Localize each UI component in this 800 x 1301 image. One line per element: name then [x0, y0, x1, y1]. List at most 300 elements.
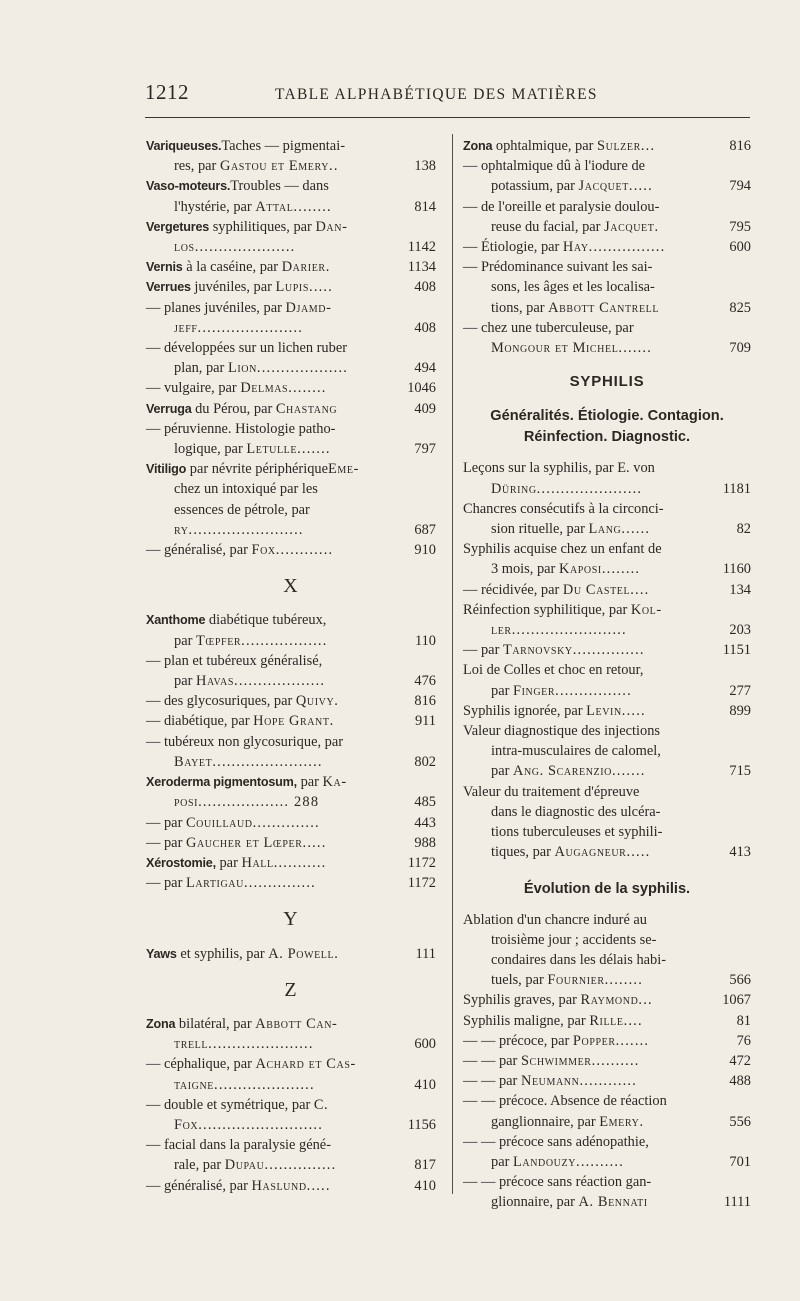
page-ref: 701: [729, 1153, 751, 1170]
entry-heading: Vergetures: [146, 219, 210, 234]
entry-author: Hall: [241, 854, 274, 871]
page-ref: 797: [414, 441, 436, 458]
entry-line: [463, 318, 751, 338]
entry-heading: Xérostomie,: [146, 855, 216, 870]
page-ref: 899: [729, 702, 751, 719]
entry-last-line: [463, 559, 751, 579]
entry-line: [146, 1014, 436, 1034]
index-entry: [146, 711, 436, 731]
generalites-entries: [463, 458, 751, 862]
entry-heading: Zona: [146, 1016, 176, 1031]
entry-last-line: [146, 197, 436, 217]
page-ref: 825: [729, 299, 751, 316]
entry-text: Ablation d'un chancre induré au: [463, 911, 648, 928]
index-entry: [146, 813, 436, 833]
entry-author: Tarnovsky: [502, 642, 573, 659]
leader-dots: ....: [623, 1012, 643, 1029]
entry-heading: Vaso-moteurs.: [146, 179, 231, 194]
entry-line: [463, 721, 751, 741]
entry-text: par: [215, 854, 242, 871]
entry-author: Ang. Scarenzio: [512, 763, 612, 780]
entry-line: [463, 600, 751, 620]
leader-dots: ...............: [243, 875, 316, 892]
leader-dots: ...: [638, 992, 653, 1009]
leader-dots: ......................: [208, 1036, 314, 1053]
leader-dots: .....................: [194, 239, 296, 256]
leader-dots: ........................: [188, 521, 304, 538]
page-ref: 816: [729, 138, 751, 154]
page-ref: 410: [414, 1076, 436, 1093]
index-entry: [463, 1011, 751, 1031]
leader-dots: ........: [293, 198, 332, 215]
entry-text: sion rituelle, par: [491, 521, 589, 538]
entry-author: Kaposi: [558, 561, 602, 578]
index-entry: [463, 910, 751, 991]
entry-last-line: [146, 1075, 436, 1095]
index-entry: [463, 237, 751, 257]
entry-author: Jacquet: [604, 218, 655, 235]
index-entry: [146, 651, 436, 691]
entry-text: Valeur du traitement d'épreuve: [463, 783, 640, 800]
leader-dots: .....: [309, 279, 334, 296]
entry-text: Syphilis maligne, par: [463, 1012, 590, 1029]
entry-continuation: condaires dans les délais habi-: [491, 951, 667, 968]
index-entry: [463, 600, 751, 640]
index-entry: [463, 1051, 751, 1071]
index-entry: [463, 1132, 751, 1172]
entry-last-line: [146, 792, 436, 812]
entry-author: trell: [174, 1036, 209, 1053]
entry-continuation: tions tuberculeuses et syphili-: [491, 824, 663, 841]
leader-dots: .....: [621, 702, 646, 719]
entry-last-line: [146, 1115, 436, 1135]
entry-author: Abbott Cantrell: [548, 299, 660, 316]
entry-text: — — par: [463, 1073, 521, 1090]
entry-line: [463, 458, 751, 478]
entry-text: — — précoce, par: [463, 1032, 573, 1049]
index-entry: [146, 833, 436, 853]
page-ref: 410: [414, 1177, 436, 1194]
page-ref: 277: [729, 682, 751, 699]
entry-author: Hope Grant: [253, 713, 330, 730]
entry-line: [463, 1172, 751, 1192]
entry-author: Bayet: [174, 753, 213, 770]
entry-text: — céphalique, par: [146, 1056, 256, 1073]
entry-last-line: [146, 237, 436, 257]
leader-dots: ...............: [264, 1157, 337, 1174]
entry-line: [146, 419, 436, 439]
index-entry: [146, 540, 436, 560]
entry-text: — vulgaire, par: [146, 380, 241, 397]
entry-text: — par: [463, 642, 503, 659]
entry-author: Düring: [491, 480, 537, 497]
leader-dots: ........................: [511, 622, 627, 639]
entry-heading: Verrues: [146, 280, 191, 295]
index-entry: [146, 944, 436, 964]
entry-text: par: [174, 673, 196, 690]
page-ref: 910: [414, 542, 436, 559]
page-ref: 556: [729, 1113, 751, 1130]
entry-text: — plan et tubéreux généralisé,: [146, 652, 323, 669]
index-entry: [146, 257, 436, 277]
entry-author: los: [174, 239, 195, 256]
entry-text: Troubles — dans: [230, 178, 329, 195]
leader-dots: .......: [297, 441, 331, 458]
leader-dots: ..........................: [198, 1116, 323, 1133]
entry-author: Popper: [572, 1032, 616, 1049]
page-ref: 1156: [407, 1116, 436, 1133]
entry-author: A. Powell: [268, 945, 335, 962]
entry-text: — ophtalmique dû à l'iodure de: [463, 158, 646, 175]
entry-author: Haslund: [251, 1177, 307, 1194]
running-title: TABLE ALPHABÉTIQUE DES MATIÈRES: [275, 86, 598, 103]
entry-text: Taches — pigmentai-: [221, 138, 345, 154]
leader-dots: .......................: [212, 753, 323, 770]
entry-continuation: troisième jour ; accidents se-: [491, 931, 657, 948]
index-entry: [463, 990, 751, 1010]
entry-author: Augagneur: [554, 844, 627, 861]
column-divider: [452, 134, 453, 1194]
entry-last-line: [463, 1192, 751, 1212]
entry-text: — — précoce sans adénopathie,: [463, 1133, 649, 1150]
entry-heading: Vernis: [146, 260, 183, 275]
page-ref: 494: [414, 360, 436, 377]
entry-author: Ka-: [322, 774, 347, 791]
entry-author: Attal: [255, 198, 294, 215]
entry-line: [146, 217, 436, 237]
leader-dots: ........: [288, 380, 327, 397]
entry-last-line: [146, 318, 436, 338]
entry-author: Hay: [562, 239, 589, 256]
entry-last-line: [463, 176, 751, 196]
entry-text: — récidivée, par: [463, 581, 563, 598]
entry-continuation: intra-musculaires de calomel,: [491, 743, 661, 760]
leader-dots: .....: [628, 178, 653, 195]
page-ref: 1142: [407, 239, 436, 256]
entry-text: 3 mois, par: [491, 561, 559, 578]
leader-dots: ..........: [576, 1153, 624, 1170]
entry-text: du Pérou, par: [191, 400, 276, 417]
entry-text: tiques, par: [491, 844, 555, 861]
index-entry: [146, 277, 436, 297]
page-ref: 408: [414, 319, 436, 336]
leader-dots: ...............: [572, 642, 645, 659]
page-ref: 802: [414, 753, 436, 770]
index-entry: [463, 257, 751, 318]
leader-dots: .: [334, 945, 340, 962]
entry-author: Lupis: [275, 279, 310, 296]
index-entry: [146, 772, 436, 812]
entry-continuation: chez un intoxiqué par les: [174, 481, 318, 498]
entry-last-line: [146, 671, 436, 691]
page-ref: 443: [414, 814, 436, 831]
subsection-title-generalites: Généralités. Étiologie. Contagion. Réinfection. Diagnostic.: [490, 408, 724, 446]
leader-dots: ........: [601, 561, 641, 578]
leader-dots: .....: [302, 834, 327, 851]
leader-dots: .......: [618, 340, 653, 357]
entry-author: Kol-: [630, 601, 662, 618]
page-ref: 409: [414, 400, 436, 417]
entry-last-line: [146, 1155, 436, 1175]
leader-dots: ..............: [252, 814, 320, 831]
index-entry: [463, 136, 751, 156]
entry-author: Landouzy: [512, 1153, 577, 1170]
page-ref: 600: [414, 1036, 436, 1053]
index-entry: [463, 197, 751, 237]
index-entry: [146, 873, 436, 893]
entry-line: [463, 782, 751, 802]
index-entry: [463, 499, 751, 539]
page-ref: 600: [729, 239, 751, 256]
index-entry: [463, 156, 751, 196]
index-entry: [146, 732, 436, 772]
page-ref: 1111: [723, 1194, 751, 1211]
entry-line: [463, 156, 751, 176]
entry-text: — double et symétrique, par: [146, 1096, 314, 1113]
leader-dots: .......: [615, 1032, 650, 1049]
index-entry: [463, 1091, 751, 1131]
page-ref: 1172: [407, 854, 436, 871]
entry-text: à la caséine, par: [182, 259, 282, 276]
page-ref: 488: [729, 1073, 751, 1090]
entry-last-line: [463, 298, 751, 318]
index-entry: [146, 378, 436, 398]
entry-text: par: [491, 682, 513, 699]
index-entry: [146, 459, 436, 540]
index-entry: [146, 1135, 436, 1175]
entry-last-line: [463, 1112, 751, 1132]
entry-continuation: essences de pétrole, par: [174, 501, 310, 518]
entry-author: Finger: [512, 682, 556, 699]
leader-dots: .: [325, 259, 331, 276]
entry-last-line: [146, 156, 436, 176]
entry-heading: Xeroderma pigmentosum,: [146, 775, 297, 790]
entry-text: Syphilis graves, par: [463, 992, 581, 1009]
leader-dots: ..................: [241, 632, 328, 649]
entry-last-line: [463, 519, 751, 539]
entry-author: Couillaud: [185, 814, 253, 831]
index-entry: [463, 318, 751, 358]
entry-text: — — précoce. Absence de réaction: [463, 1093, 667, 1110]
entry-text: — — par: [463, 1052, 521, 1069]
index-entry: [146, 399, 436, 419]
page-ref: 709: [729, 340, 751, 357]
entry-text: — par: [146, 875, 186, 892]
entry-text: res, par: [174, 158, 220, 175]
page-ref: 1172: [407, 875, 436, 892]
index-entry: [146, 1095, 436, 1135]
entry-last-line: [146, 358, 436, 378]
leader-dots: .: [639, 1113, 645, 1130]
entry-author: Fox: [174, 1116, 199, 1133]
index-entry: [146, 853, 436, 873]
entry-heading: Yaws: [146, 946, 177, 961]
entry-line: [146, 610, 436, 630]
page-ref: 138: [414, 158, 436, 175]
index-entry: [463, 539, 751, 579]
entry-continuation: dans le diagnostic des ulcéra-: [491, 803, 661, 820]
entry-author: Sulzer: [597, 138, 641, 154]
index-entry: [463, 1172, 751, 1212]
index-entry: [146, 298, 436, 338]
page-ref: 76: [736, 1032, 751, 1049]
entry-text: — par: [146, 834, 186, 851]
entry-text: Syphilis acquise chez un enfant de: [463, 541, 662, 558]
entry-line: [463, 1091, 751, 1111]
page-ref: 1160: [722, 561, 751, 578]
entry-author: Mongour et Michel: [491, 340, 619, 357]
entry-last-line: [146, 439, 436, 459]
entry-last-line: [463, 970, 751, 990]
entry-text: Chancres consécutifs à la circonci-: [463, 500, 664, 517]
entry-text: — Étiologie, par: [463, 239, 563, 256]
entry-text: — péruvienne. Histologie patho-: [146, 420, 336, 437]
index-entry: [463, 458, 751, 498]
entry-author: Jacquet: [578, 178, 629, 195]
index-entry: [146, 1176, 436, 1196]
index-entry: [463, 640, 751, 660]
entry-text: — chez une tuberculeuse, par: [463, 319, 634, 336]
entry-author: Delmas: [240, 380, 289, 397]
x-entries: [146, 610, 436, 893]
index-entry: [146, 691, 436, 711]
entry-author: Raymond: [580, 992, 639, 1009]
entry-line: [463, 257, 751, 277]
page-ref: 715: [729, 763, 751, 780]
leader-dots: ......................: [536, 480, 643, 497]
entry-author: Eme-: [328, 461, 359, 478]
entry-line: [146, 1095, 436, 1115]
entry-author: Darier: [281, 259, 326, 276]
leader-dots: ................: [555, 682, 632, 699]
entry-author: Lion: [227, 360, 257, 377]
entry-author: Gastou et Emery: [219, 158, 330, 175]
entry-last-line: [146, 631, 436, 651]
entry-last-line: [463, 338, 751, 358]
entry-text: potassium, par: [491, 178, 579, 195]
entry-text: syphilitiques, par: [209, 218, 316, 235]
index-entry: [146, 136, 436, 176]
entry-author: Levin: [586, 702, 622, 719]
entry-text: Valeur diagnostique des injections: [463, 723, 661, 740]
page-ref: 814: [414, 198, 436, 215]
page-ref: 817: [414, 1157, 436, 1174]
page-ref: 1151: [722, 642, 751, 659]
leader-dots: ............: [275, 542, 334, 559]
page-ref: 485: [414, 794, 436, 811]
entry-author: Quivy: [295, 693, 335, 710]
entry-line: [146, 651, 436, 671]
entry-heading: Verruga: [146, 401, 192, 416]
entry-text: — diabétique, par: [146, 713, 254, 730]
index-entry: [463, 580, 751, 600]
entry-heading: Xanthome: [146, 613, 206, 628]
entry-author: Schwimmer: [520, 1052, 592, 1069]
entry-text: par névrite périphérique: [186, 461, 328, 478]
entry-author: Abbott Can-: [255, 1015, 338, 1032]
page-ref: 816: [414, 693, 436, 710]
entry-author: Gaucher et Lœper: [185, 834, 303, 851]
page-ref: 911: [414, 713, 436, 730]
entry-author: Du Castel: [562, 581, 631, 598]
entry-text: Réinfection syphilitique, par: [463, 601, 631, 618]
entry-text: et syphilis, par: [176, 945, 269, 962]
entry-author: Dan-: [315, 218, 348, 235]
entry-text: Loi de Colles et choc en retour,: [463, 662, 644, 679]
entry-author: Chastang: [275, 400, 338, 417]
page-ref: 988: [414, 834, 436, 851]
index-entry: [463, 1031, 751, 1051]
entry-author: Djamd-: [285, 299, 332, 316]
entry-text: — de l'oreille et paralysie doulou-: [463, 198, 660, 215]
entry-author: Fox: [251, 542, 276, 559]
entry-line: [463, 499, 751, 519]
z-entries: [146, 1014, 436, 1196]
entry-line: [463, 1132, 751, 1152]
entry-line: [146, 1054, 436, 1074]
entry-text: Syphilis ignorée, par: [463, 702, 587, 719]
page-ref: 110: [414, 632, 436, 649]
letter-heading-z: Z: [284, 978, 298, 1001]
entry-author: taigne: [174, 1076, 215, 1093]
page-ref: 82: [736, 521, 751, 538]
entry-author: Dupau: [224, 1157, 265, 1174]
index-entry: [146, 419, 436, 459]
leader-dots: ..........: [591, 1052, 640, 1069]
entry-author: Lartigau: [185, 875, 244, 892]
entry-text: — par: [146, 814, 186, 831]
entry-last-line: [463, 842, 751, 862]
entry-text: par: [296, 774, 323, 791]
entry-text: — tubéreux non glycosurique, par: [146, 733, 344, 750]
index-entry: [146, 217, 436, 257]
entry-last-line: [463, 761, 751, 781]
index-entry: [146, 1014, 436, 1054]
entry-continuation: sons, les âges et les localisa-: [491, 279, 655, 296]
entry-author: posi: [174, 794, 199, 811]
entry-line: [146, 136, 436, 156]
entry-text: logique, par: [174, 441, 247, 458]
y-entries: [146, 944, 436, 964]
leader-dots: ................... 288: [198, 794, 320, 811]
entry-text: — des glycosuriques, par: [146, 693, 296, 710]
leader-dots: .: [334, 693, 340, 710]
entry-line: [463, 197, 751, 217]
leader-dots: ................: [588, 239, 666, 256]
entry-text: ganglionnaire, par: [491, 1113, 600, 1130]
page-ref: 476: [414, 673, 436, 690]
index-entry: [463, 701, 751, 721]
entry-text: juvéniles, par: [190, 279, 276, 296]
leader-dots: ...........: [273, 854, 327, 871]
entry-text: — généralisé, par: [146, 1177, 252, 1194]
index-entry: [463, 782, 751, 863]
entry-line: [146, 176, 436, 196]
leader-dots: ...: [640, 138, 656, 154]
entry-text: — Prédominance suivant les sai-: [463, 259, 653, 276]
entry-line: [146, 298, 436, 318]
entry-text: — développées sur un lichen ruber: [146, 340, 348, 357]
entry-text: par: [491, 1153, 513, 1170]
entry-last-line: [146, 520, 436, 540]
leader-dots: .: [329, 713, 335, 730]
leader-dots: ...................: [234, 673, 326, 690]
page-ref: 1046: [407, 380, 436, 397]
index-entry: [463, 660, 751, 700]
entry-author: Emery: [599, 1113, 640, 1130]
page-ref: 472: [729, 1052, 751, 1069]
leader-dots: ......................: [197, 319, 304, 336]
